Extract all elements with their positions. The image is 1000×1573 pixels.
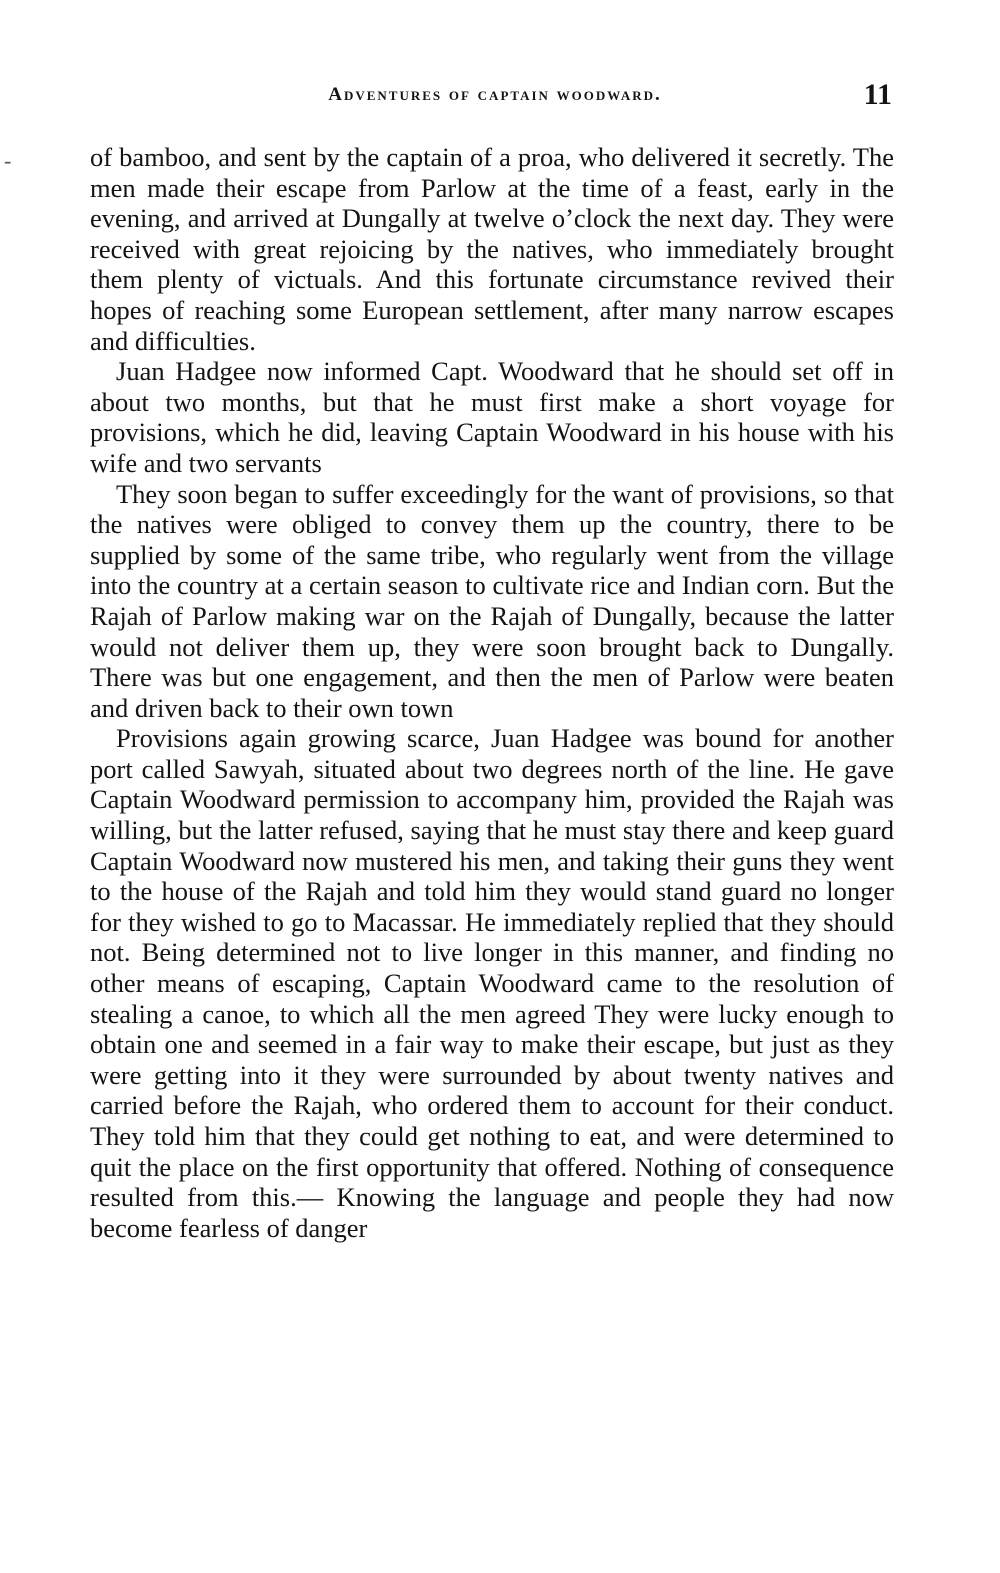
margin-mark: - — [4, 148, 12, 173]
paragraph-4: Provisions again growing scarce, Juan Hadgee was bound for another port called Sawyah, situated about two degrees north of the line. He gave Captain Woodward permission to accompany him, provided the Rajah was willing, but the latter refused, saying that he must stay there and keep guard Captain Woodward now mustered his men, and taking their guns they went to the house of the Rajah and told him they would stand guard no longer for they wished to go to Macassar. He immediately replied that they should not. Being determined not to live longer in this manner, and finding no other means of escaping, Captain Woodward came to the resolution of stealing a canoe, to which all the men agreed They were lucky enough to obtain one and seemed in a fair way to make their escape, but just as they were getting into it they were surrounded by about twenty natives and carried before the Rajah, who ordered them to account for their conduct. They told him that they could get nothing to eat, and were determined to quit the place on the first opportunity that offered. Nothing of consequence resulted from this.— Knowing the language and people they had now become fearless of danger — [90, 723, 894, 1243]
running-head — [90, 78, 900, 114]
paragraph-3: They soon began to suffer exceedingly for the want of provisions, so that the natives were obliged to convey them up the country, there to be supplied by some of the same tribe, who regularly went from the village into the country at a certain season to cultivate rice and Indian corn. But the Rajah of Parlow making war on the Rajah of Dungally, because the latter would not deliver them up, they were soon brought back to Dungally. There was but one engagement, and then the men of Parlow were beaten and driven back to their own town — [90, 478, 894, 723]
paragraph-1: of bamboo, and sent by the captain of a proa, who delivered it secretly. The men made their escape from Parlow at the time of a feast, early in the evening, and arrived at Dungally at twelve o’clock the next day. They were received with great rejoicing by the natives, who immediately brought them plenty of victuals. And this fortunate circumstance revived their hopes of reaching some European settlement, after many narrow escapes and difficulties. — [90, 142, 894, 356]
page-number: 11 — [863, 78, 892, 111]
running-head-title: Adventures of captain woodward. — [328, 84, 662, 105]
body-text — [90, 142, 894, 1243]
paragraph-2: Juan Hadgee now informed Capt. Woodward that he should set off in about two months, but that he must first make a short voyage for provisions, which he did, leaving Captain Woodward in his house with his wife and two servants — [90, 356, 894, 478]
